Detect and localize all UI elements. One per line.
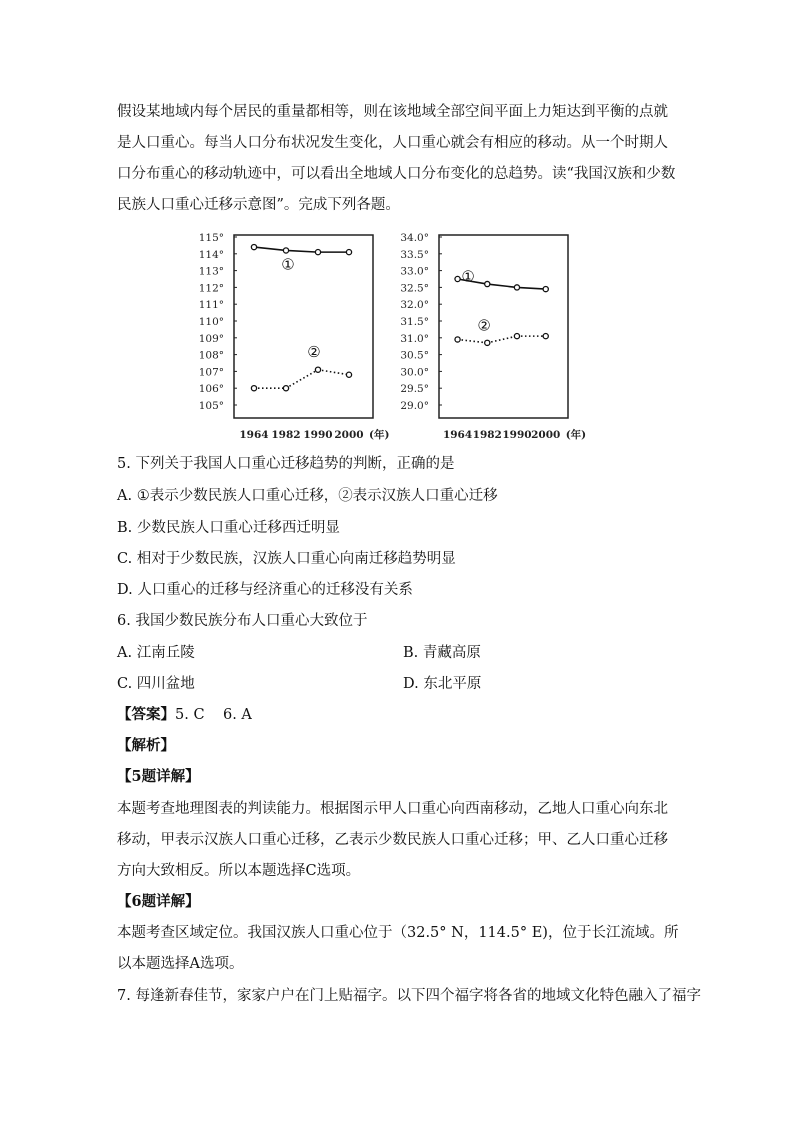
series-2-segment [487,336,517,343]
q6-option-a: A. 江南丘陵 [117,645,195,661]
series-2-point [346,372,351,377]
y-tick-label: 107° [198,366,224,379]
x-tick-label: 1982 [472,429,502,441]
series-2-point [283,386,288,391]
y-tick-label: 113° [198,265,224,278]
series-1-segment [286,250,318,252]
series-1-point [514,285,519,290]
population-center-charts [0,0,794,450]
y-tick-label: 106° [198,383,224,396]
series-2-point [514,334,519,339]
y-tick-label: 30.5° [400,349,429,362]
series-1-point [543,286,548,291]
y-tick-label: 30.0° [400,366,429,379]
y-tick-label: 29.5° [400,383,429,396]
q5-option-c: C. 相对于少数民族，汉族人口重心向南迁移趋势明显 [117,551,456,567]
x-tick-label: 1964 [239,429,269,441]
x-tick-label: 1982 [271,429,301,441]
q5-option-d: D. 人口重心的迁移与经济重心的迁移没有关系 [117,582,413,598]
y-tick-label: 114° [198,248,224,261]
y-tick-label: 109° [198,332,224,345]
chart-frame [439,235,568,418]
series-2-point [455,337,460,342]
series-1-segment [254,247,286,250]
detail-5-text: 本题考查地理图表的判读能力。根据图示甲人口重心向西南移动，乙地人口重心向东北移动，甲表示汉族人口重心迁移，乙表示少数民族人口重心迁移；甲、乙人口重心迁移方向大致相反。所以本题选择C选项。 [117,801,668,879]
y-tick-label: 111° [198,299,224,312]
x-tick-label: 2000 [334,429,364,441]
q5-option-a: A. ①表示少数民族人口重心迁移，②表示汉族人口重心迁移 [117,488,498,504]
series-1-segment [517,287,546,289]
x-tick-label: 1990 [303,429,333,441]
series-2-segment [318,370,349,375]
y-tick-label: 34.0° [400,232,429,244]
x-axis-unit: (年) [565,429,587,441]
series-2-point [315,367,320,372]
y-tick-label: 31.5° [400,316,429,328]
series-2-label: ② [307,342,321,361]
detail-6-label: 【6题详解】 [117,893,200,910]
series-2-point [543,334,548,339]
y-tick-label: 110° [198,316,224,328]
series-1-label: ① [461,267,475,286]
y-tick-label: 29.0° [400,400,429,412]
series-1-segment [487,284,517,287]
y-tick-label: 33.5° [400,248,429,261]
analysis-label: 【解析】 [117,737,175,754]
answer-line [117,705,252,725]
series-2-point [485,340,490,345]
q6-stem: 6. 我国少数民族分布人口重心大致位于 [117,613,368,629]
series-1-point [251,244,256,249]
q7-stem: 7. 每逢新春佳节，家家户户在门上贴福字。以下四个福字将各省的地域文化特色融入了福字 [117,988,701,1004]
series-1-point [283,248,288,253]
series-2-point [251,386,256,391]
answer-label: 【答案】 [117,706,175,723]
series-1-point [315,250,320,255]
series-1-point [485,281,490,286]
series-1-point [455,276,460,281]
answer-text: 5. C 6. A [175,707,252,723]
y-tick-label: 115° [198,232,224,244]
series-1-label: ① [281,255,295,274]
q6-option-c: C. 四川盆地 [117,676,195,692]
x-tick-label: 2000 [531,429,561,441]
y-tick-label: 32.0° [400,299,429,312]
detail-6-text: 本题考查区域定位。我国汉族人口重心位于（32.5° N，114.5° E)，位于长江流域。所以本题选择A选项。 [117,925,679,972]
intro-paragraph: 假设某地域内每个居民的重量都相等，则在该地域全部空间平面上力矩达到平衡的点就是人口重心。每当人口分布状况发生变化，人口重心就会有相应的移动。从一个时期人口分布重心的移动轨迹中，可以看出全地域人口分布变化的总趋势。读“我国汉族和少数民族人口重心迁移示意图”。完成下列各题。 [117,104,676,213]
q6-option-b: B. 青藏高原 [403,645,481,661]
series-1-point [346,250,351,255]
x-axis-unit: (年) [369,429,390,441]
series-2-segment [286,370,318,388]
x-tick-label: 1964 [442,429,473,441]
y-tick-label: 31.0° [400,332,429,345]
y-tick-label: 105° [198,400,224,412]
q6-option-d: D. 东北平原 [403,676,482,692]
x-tick-label: 1990 [502,429,532,441]
q5-stem: 5. 下列关于我国人口重心迁移趋势的判断，正确的是 [117,456,455,472]
series-2-segment [458,339,488,342]
series-2-label: ② [477,316,491,335]
q5-option-b: B. 少数民族人口重心迁移西迁明显 [117,520,340,536]
detail-5-label: 【5题详解】 [117,768,200,785]
y-tick-label: 33.0° [400,265,429,278]
y-tick-label: 112° [198,282,224,295]
y-tick-label: 108° [198,349,224,362]
y-tick-label: 32.5° [400,282,429,295]
